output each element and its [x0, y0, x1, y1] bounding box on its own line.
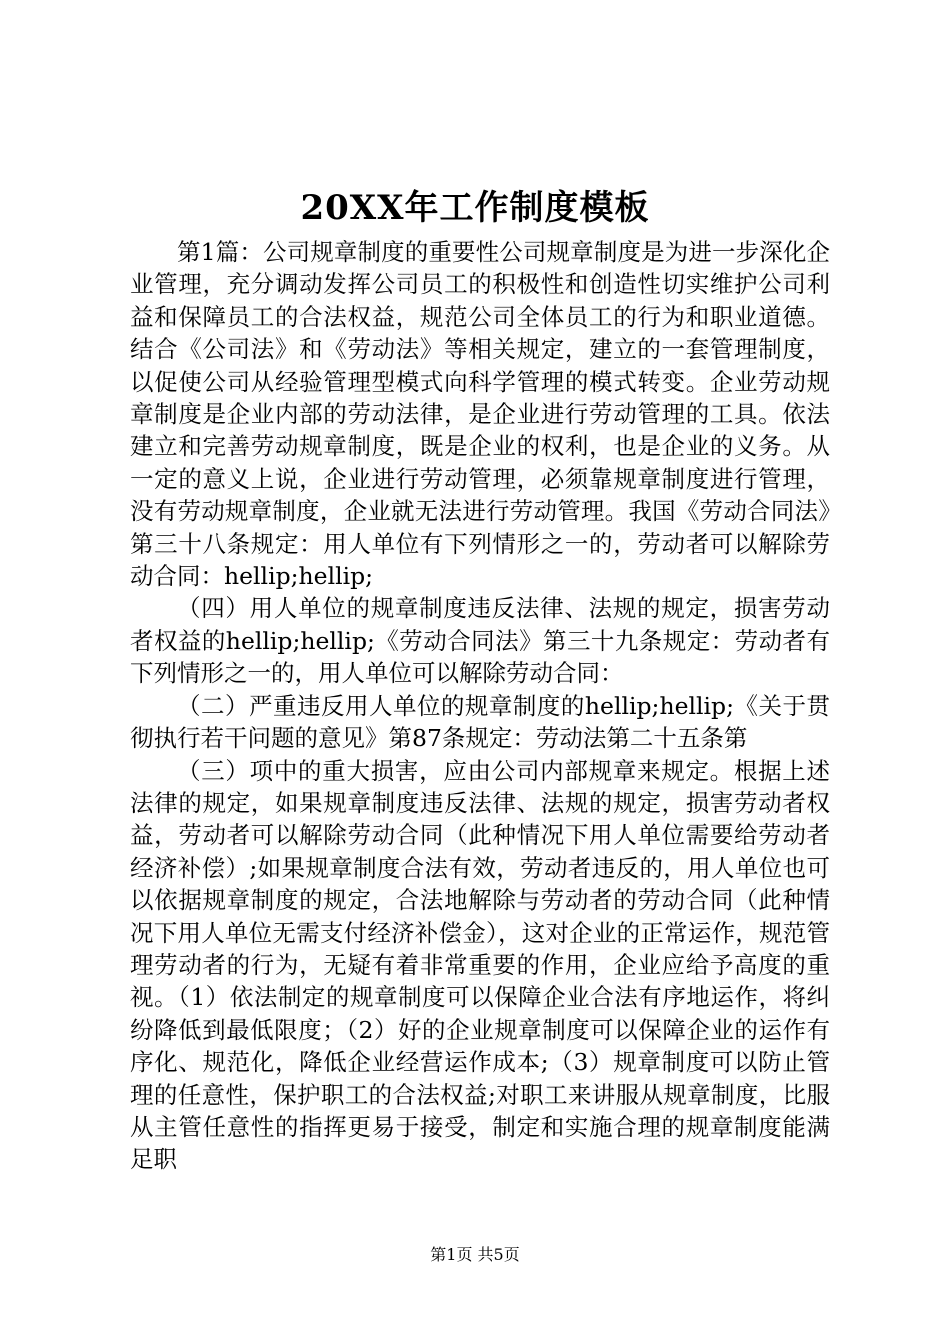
paragraph-4: （三）项中的重大损害，应由公司内部规章来规定。根据上述法律的规定，如果规章制度违反法律、法规的规定，损害劳动者权益，劳动者可以解除劳动合同（此种情况下用人单位需要给劳动者经济补偿）;如果规章制度合法有效，劳动者违反的，用人单位也可以依据规章制度的规定，合法地解除与劳动者的劳动合同（此种情况下用人单位无需支付经济补偿金），这对企业的正常运作，规范管理劳动者的行为，无疑有着非常重要的作用，企业应给予高度的重视。（1）依法制定的规章制度可以保障企业合法有序地运作，将纠纷降低到最低限度；（2）好的企业规章制度可以保障企业的运作有序化、规范化，降低企业经营运作成本;（3）规章制度可以防止管理的任意性，保护职工的合法权益;对职工来讲服从规章制度，比服从主管任意性的指挥更易于接受，制定和实施合理的规章制度能满足职	[130, 756, 830, 1174]
page-number-footer: 第1页 共5页	[430, 1245, 520, 1264]
paragraph-1: 第1篇：公司规章制度的重要性公司规章制度是为进一步深化企业管理，充分调动发挥公司员工的积极性和创造性切实维护公司利益和保障员工的合法权益，规范公司全体员工的行为和职业道德。结合《公司法》和《劳动法》等相关规定，建立的一套管理制度，以促使公司从经验管理型模式向科学管理的模式转变。企业劳动规章制度是企业内部的劳动法律，是企业进行劳动管理的工具。依法建立和完善劳动规章制度，既是企业的权利，也是企业的义务。从一定的意义上说，企业进行劳动管理，必须靠规章制度进行管理，没有劳动规章制度，企业就无法进行劳动管理。我国《劳动合同法》第三十八条规定：用人单位有下列情形之一的，劳动者可以解除劳动合同：hellip;hellip;	[130, 238, 830, 591]
document-body	[130, 236, 830, 1176]
document-title: 20XX年工作制度模板	[300, 188, 650, 228]
paragraph-2: （四）用人单位的规章制度违反法律、法规的规定，损害劳动者权益的hellip;hellip;《劳动合同法》第三十九条规定：劳动者有下列情形之一的，用人单位可以解除劳动合同：	[130, 594, 830, 688]
paragraph-3: （二）严重违反用人单位的规章制度的hellip;hellip;《关于贯彻执行若干问题的意见》第87条规定：劳动法第二十五条第	[130, 691, 830, 753]
